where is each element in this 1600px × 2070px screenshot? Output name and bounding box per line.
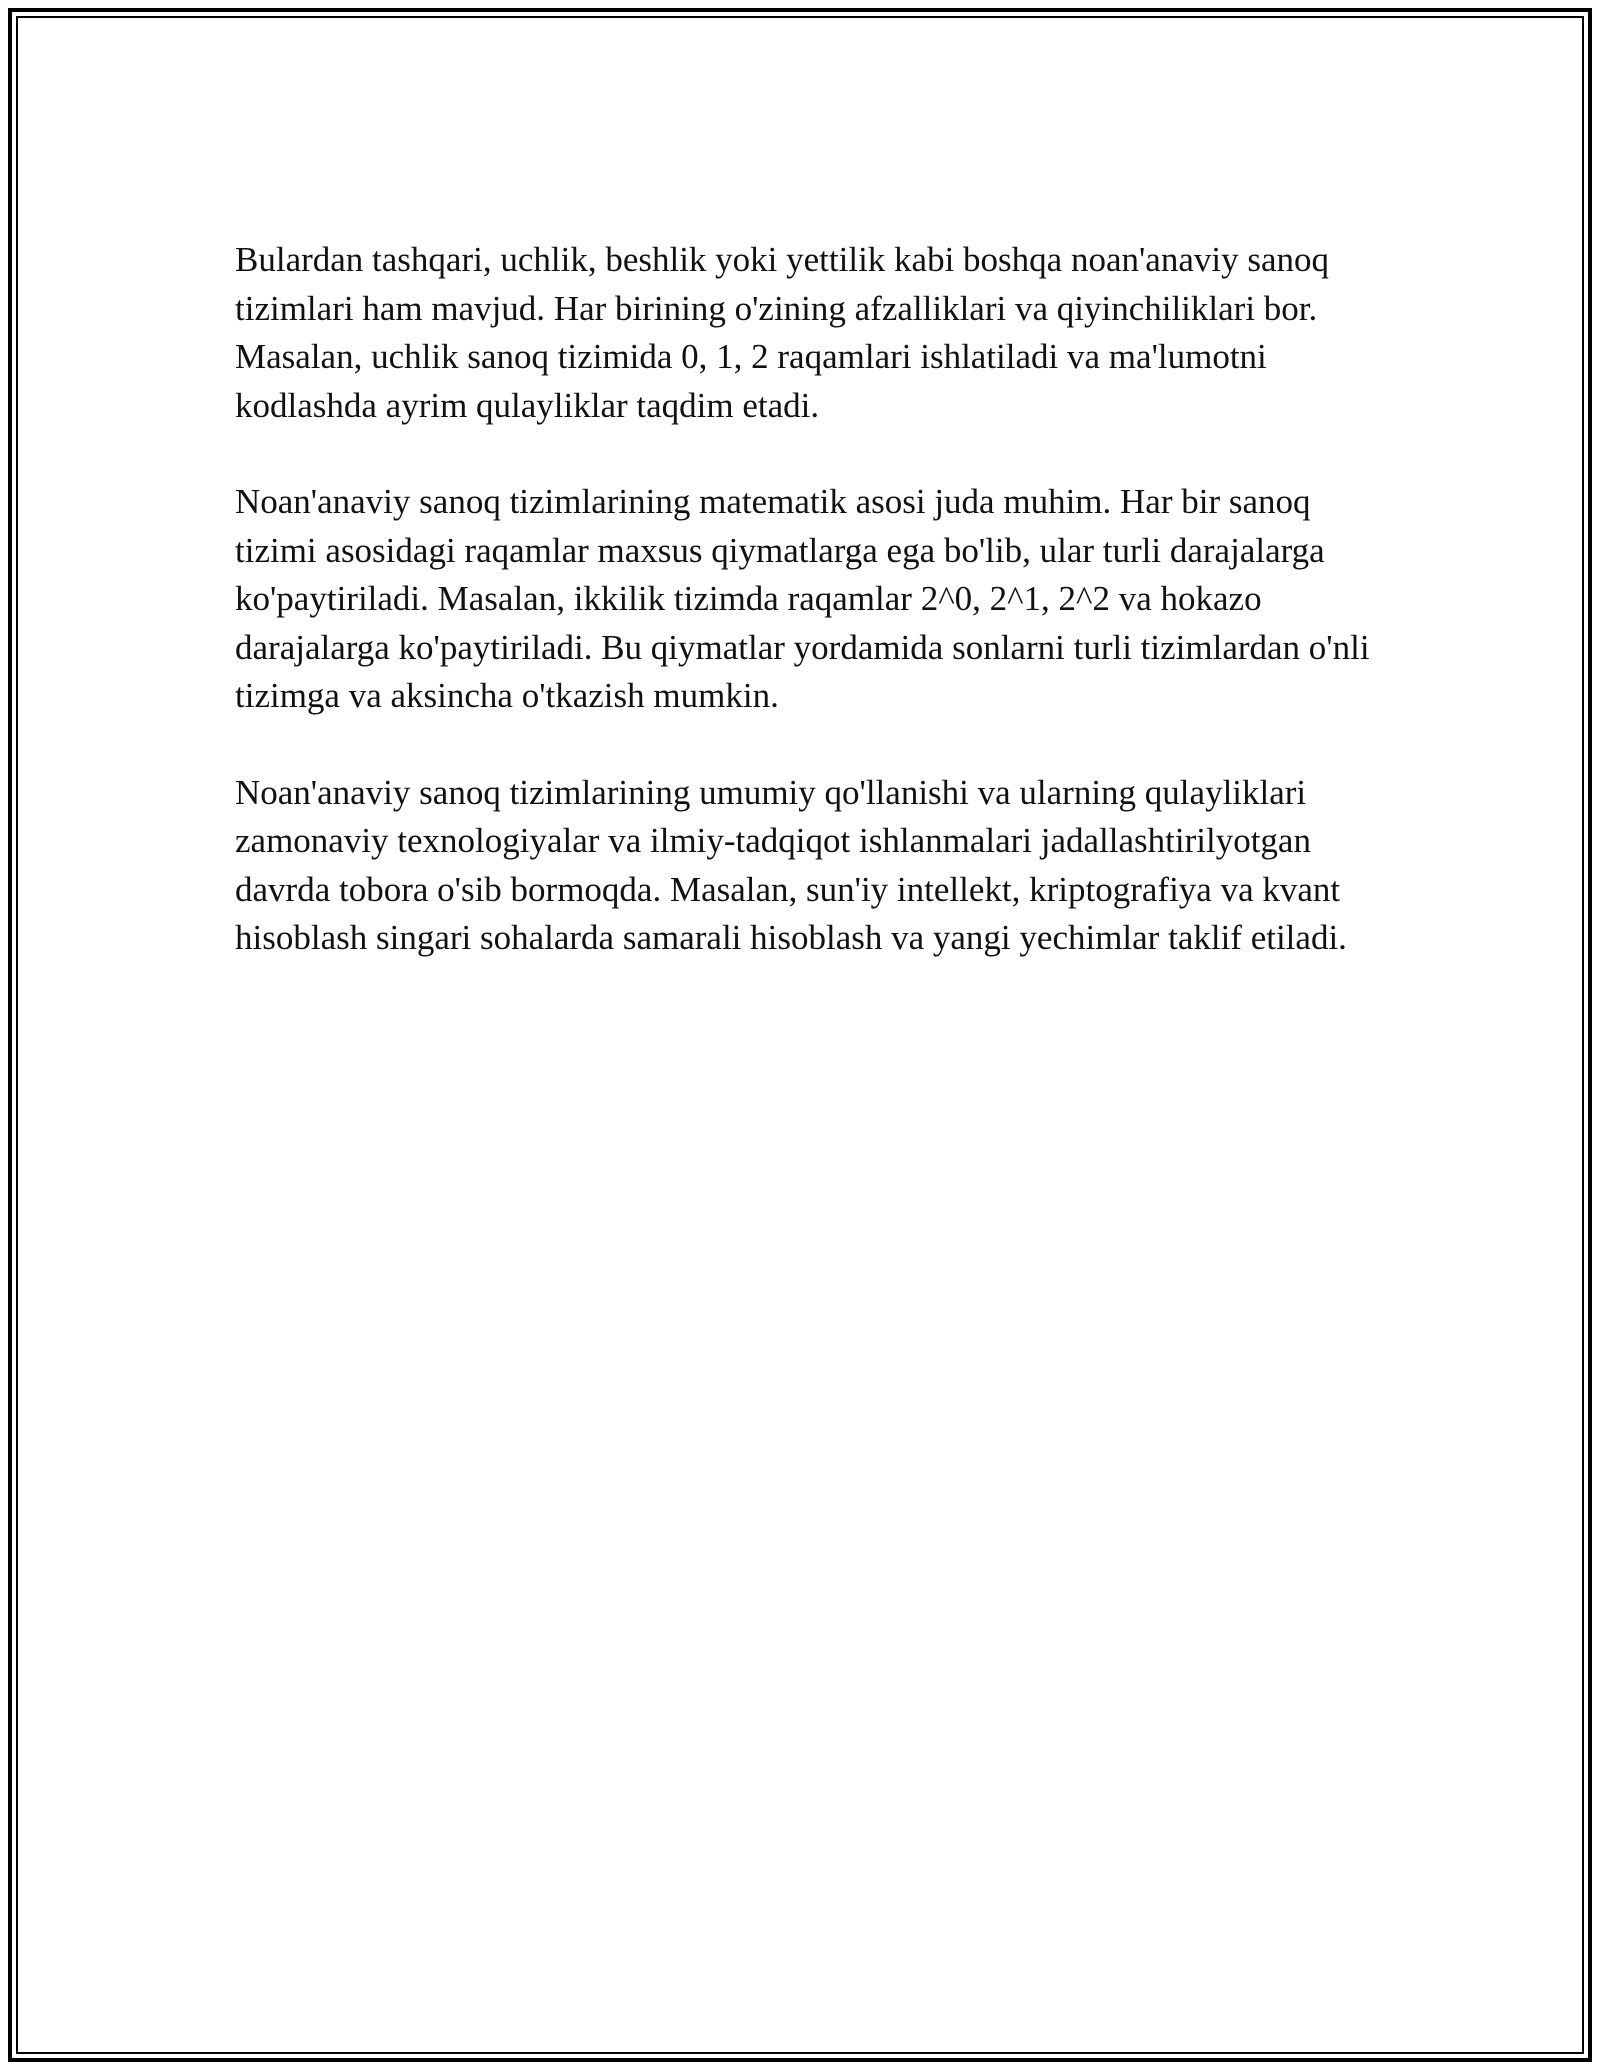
paragraph-1: Bulardan tashqari, uchlik, beshlik yoki yettilik kabi boshqa noan'anaviy sanoq tizimlari ham mavjud. Har birining o'zining afzalliklari va qiyinchiliklari bor. Masalan, uchlik sanoq tizimida 0, 1, 2 raqamlari ishlatiladi va ma'lumotni kodlashda ayrim qulayliklar taqdim etadi. xyxy=(235,240,1330,425)
paragraph-3: Noan'anaviy sanoq tizimlarining umumiy qo'llanishi va ularning qulayliklari zamonaviy texnologiyalar va ilmiy-tadqiqot ishlanmalari jadallashtirilyotgan davrda tobora o'sib bormoqda. Masalan, sun'iy intellekt, kriptografiya va kvant hisoblash singari sohalarda samarali hisoblash va yangi yechimlar taklif etiladi. xyxy=(235,772,1347,957)
document-body xyxy=(235,236,1375,1011)
paragraph-2: Noan'anaviy sanoq tizimlarining matematik asosi juda muhim. Har bir sanoq tizimi asosidagi raqamlar maxsus qiymatlarga ega bo'lib, ular turli darajalarga ko'paytiriladi. Masalan, ikkilik tizimda raqamlar 2^0, 2^1, 2^2 va hokazo darajalarga ko'paytiriladi. Bu qiymatlar yordamida sonlarni turli tizimlardan o'nli tizimga va aksincha o'tkazish mumkin. xyxy=(235,482,1370,715)
